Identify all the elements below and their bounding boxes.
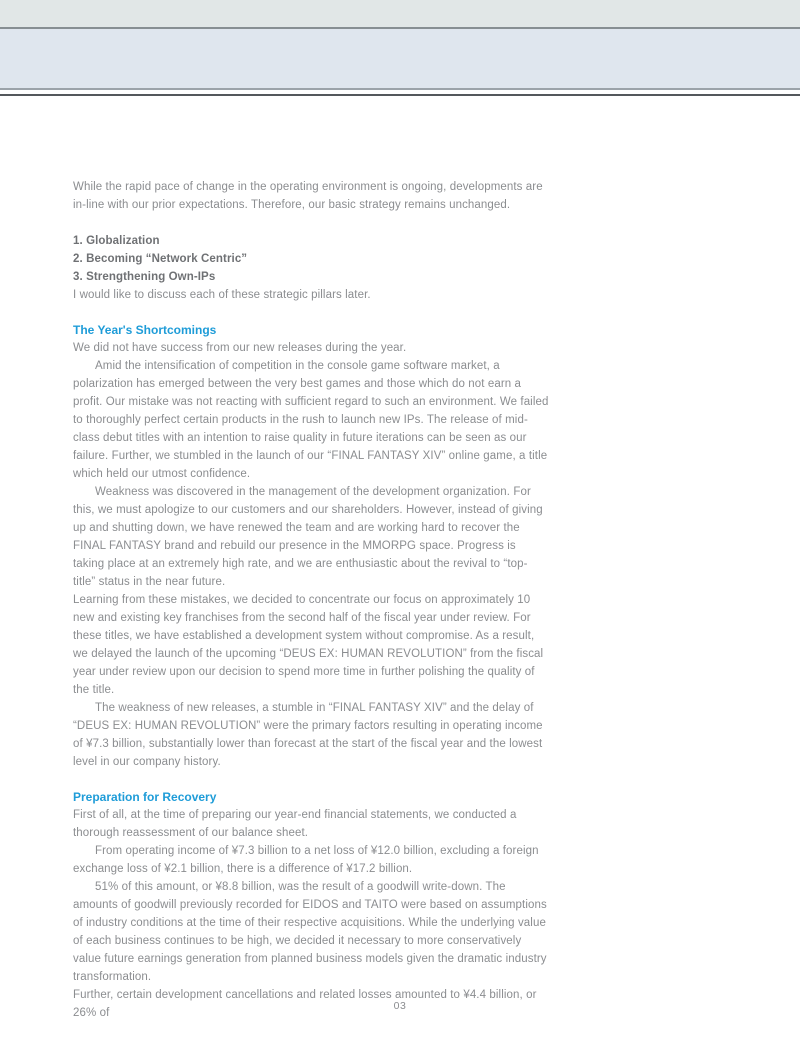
header-rule-dark bbox=[0, 94, 800, 96]
intro-paragraph: While the rapid pace of change in the operating environment is ongoing, developments are in-line with our prior expectations. Therefore, our basic strategy remains unchanged. bbox=[73, 181, 543, 211]
section-heading-recovery: Preparation for Recovery bbox=[73, 790, 217, 804]
shortcomings-paragraph: Learning from these mistakes, we decided to concentrate our focus on approximately 10 new and existing key franchises from the second half of the fiscal year under review. For these titles, we have established a development system without compromise. As a result, we delayed the launch of the upcoming “DEUS EX: HUMAN REVOLUTION” from the fiscal year under review upon our decision to spend more time in further polishing the quality of the title. bbox=[73, 594, 544, 696]
shortcomings-paragraph: Weakness was discovered in the management of the development organization. For this, we must apologize to our customers and our shareholders. However, instead of giving up and shutting down, we have renewed the team and are working hard to recover the FINAL FANTASY brand and rebuild our presence in the MMORPG space. Progress is taking place at an extremely high rate, and we are enthusiastic about the revival to “top-title” status in the near future. bbox=[73, 486, 543, 588]
letter-body bbox=[73, 178, 549, 1022]
shortcomings-paragraph: We did not have success from our new releases during the year. bbox=[73, 342, 407, 354]
pillar-item-network-centric: 2. Becoming “Network Centric” bbox=[73, 253, 248, 265]
recovery-paragraph: From operating income of ¥7.3 billion to a net loss of ¥12.0 billion, excluding a foreign exchange loss of ¥2.1 billion, there is a difference of ¥17.2 billion. bbox=[73, 845, 539, 875]
recovery-paragraph: 51% of this amount, or ¥8.8 billion, was the result of a goodwill write-down. The amounts of goodwill previously recorded for EIDOS and TAITO were based on assumptions of industry conditions at the time of their respective acquisitions. While the underlying value of each business continues to be high, we decided it necessary to more conservatively value future earnings generation from planned business models given the dramatic industry transformation. bbox=[73, 881, 547, 983]
recovery-paragraph: First of all, at the time of preparing our year-end financial statements, we conducted a thorough reassessment of our balance sheet. bbox=[73, 809, 517, 839]
section-heading-shortcomings: The Year's Shortcomings bbox=[73, 323, 217, 337]
page-number: 03 bbox=[393, 1000, 407, 1012]
page-header-band bbox=[0, 0, 800, 96]
header-band-top bbox=[0, 0, 800, 27]
pillar-item-globalization: 1. Globalization bbox=[73, 235, 160, 247]
pillars-note: I would like to discuss each of these strategic pillars later. bbox=[73, 289, 371, 301]
shortcomings-paragraph: Amid the intensification of competition in the console game software market, a polarization has emerged between the very best games and those which do not earn a profit. Our mistake was not reacting with sufficient regard to such an environment. We failed to thoroughly perfect certain products in the rush to launch new IPs. The release of mid-class debut titles with an intention to raise quality in future iterations can be seen as our failure. Further, we stumbled in the launch of our “FINAL FANTASY XIV” online game, a title which held our utmost confidence. bbox=[73, 360, 549, 480]
header-band-main bbox=[0, 29, 800, 88]
pillar-item-own-ips: 3. Strengthening Own-IPs bbox=[73, 271, 216, 283]
page-footer bbox=[0, 996, 800, 1014]
recovery-paragraph: Further, certain development cancellations and related losses amounted to ¥4.4 billion, or 26% of bbox=[73, 989, 537, 1019]
strategic-pillars-list bbox=[73, 232, 549, 286]
shortcomings-paragraph: The weakness of new releases, a stumble in “FINAL FANTASY XIV” and the delay of “DEUS EX: HUMAN REVOLUTION” were the primary factors resulting in operating income of ¥7.3 billion, substantially lower than forecast at the start of the fiscal year and the lowest level in our company history. bbox=[73, 702, 543, 768]
